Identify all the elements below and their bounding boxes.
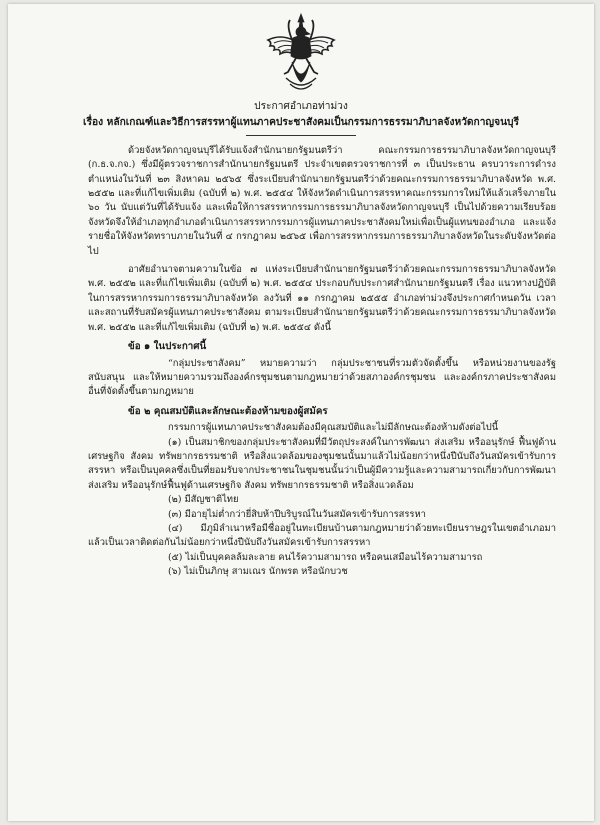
qualification-item: (๒) มีสัญชาติไทย [168,494,239,506]
clause-1-heading: ข้อ ๑ ในประกาศนี้ [128,341,207,353]
announcement-subject: เรื่อง หลักเกณฑ์และวิธีการสรรหาผู้แทนภาคประชาสังคมเป็นกรรมการธรรมาภิบาลจังหวัดกาญจนบุรี [83,116,519,129]
clause-2-intro: กรรมการผู้แทนภาคประชาสังคมต้องมีคุณสมบัติและไม่มีลักษณะต้องห้ามดังต่อไปนี้ [168,422,499,434]
qualification-item: (๔) มีภูมิลำเนาหรือมีชื่ออยู่ในทะเบียนบ้านตามกฎหมายว่าด้วยทะเบียนราษฎรในเขตอำเภอมาแล้วเป็นเวลาติดต่อกันไม่น้อยกว่าหนึ่งปีนับถึงวันสมัครเข้ารับการสรรหา [88,522,556,549]
document-page [8,4,594,821]
clause-1-definition: “กลุ่มประชาสังคม” หมายความว่า กลุ่มประชาชนที่รวมตัวจัดตั้งขึ้น หรือหน่วยงานของรัฐสนับสนุน และให้หมายความรวมถึงองค์กรชุมชนตามกฎหมายว่าด้วยสภาองค์กรชุมชน และองค์กรภาคประชาสังคมอื่นที่จัดตั้งขึ้นตามกฎหมาย [88,357,556,398]
qualification-item: (๓) มีอายุไม่ต่ำกว่ายี่สิบห้าปีบริบูรณ์ในวันสมัครเข้ารับการสรรหา [168,508,426,520]
qualification-item: (๕) ไม่เป็นบุคคลล้มละลาย คนไร้ความสามารถ หรือคนเสมือนไร้ความสามารถ [168,551,483,563]
document-body [8,100,594,580]
clause-2-heading: ข้อ ๒ คุณสมบัติและลักษณะต้องห้ามของผู้สมัคร [128,405,328,417]
qualification-item: (๖) ไม่เป็นภิกษุ สามเณร นักพรต หรือนักบวช [168,566,348,578]
paragraph-background: ด้วยจังหวัดกาญจนบุรีได้รับแจ้งสำนักนายกรัฐมนตรีว่า คณะกรรมการธรรมาภิบาลจังหวัดกาญจนบุรี (ก.ธ.จ.กจ.) ซึ่งมีผู้ตรวจราชการสำนักนายกรัฐมนตรี ประจำเขตตรวจราชการที่ ๓ เป็นประธาน ครบวาระการดำรงตำแหน่งในวันที่ ๒๓ สิงหาคม ๒๕๖๕ ซึ่งระเบียบสำนักนายกรัฐมนตรีว่าด้วยคณะกรรมการธรรมาภิบาลจังหวัด พ.ศ. ๒๕๕๒ และที่แก้ไขเพิ่มเติม (ฉบับที่ ๒) พ.ศ. ๒๕๕๔ ให้จังหวัดดำเนินการสรรหาคณะกรรมการใหม่ให้แล้วเสร็จภายใน ๖๐ วัน นับแต่วันที่ได้รับแจ้ง และเพื่อให้การสรรหากรรมการธรรมาภิบาลจังหวัดกาญจนบุรี เป็นไปด้วยความเรียบร้อย จังหวัดจึงให้อำเภอทุกอำเภอดำเนินการสรรหากรรมการผู้แทนภาคประชาสังคมใหม่เพื่อเป็นผู้แทนของอำเภอ และแจ้งรายชื่อให้จังหวัดทราบภายในวันที่ ๔ กรกฎาคม ๒๕๖๕ เพื่อการสรรหากรรมการธรรมาภิบาลจังหวัดในระดับจังหวัดต่อไป [88,144,556,257]
qualification-item: (๑) เป็นสมาชิกของกลุ่มประชาสังคมที่มีวัตถุประสงค์ในการพัฒนา ส่งเสริม หรืออนุรักษ์ ฟื้นฟูด้านเศรษฐกิจ สังคม ทรัพยากรธรรมชาติ หรือสิ่งแวดล้อมของชุมชนนั้นมาแล้วไม่น้อยกว่าหนึ่งปีนับถึงวันสมัครเข้ารับการสรรหา หรือเป็นบุคคลซึ่งเป็นที่ยอมรับจากประชาชนในชุมชนนั้นว่าเป็นผู้มีความรู้และความสามารถเกี่ยวกับการพัฒนา ส่งเสริม หรืออนุรักษ์ฟื้นฟูด้านเศรษฐกิจ สังคม ทรัพยากรธรรมชาติ หรือสิ่งแวดล้อม [88,436,556,491]
garuda-emblem-icon [262,12,340,94]
paragraph-authority: อาศัยอำนาจตามความในข้อ ๗ แห่งระเบียบสำนักนายกรัฐมนตรีว่าด้วยคณะกรรมการธรรมาภิบาลจังหวัด พ.ศ. ๒๕๕๒ และที่แก้ไขเพิ่มเติม (ฉบับที่ ๒) พ.ศ. ๒๕๕๔ ประกอบกับประกาศสำนักนายกรัฐมนตรี เรื่อง แนวทางปฏิบัติในการสรรหากรรมการธรรมาภิบาลจังหวัด ลงวันที่ ๑๑ กรกฎาคม ๒๕๕๕ อำเภอท่าม่วงจึงประกาศกำหนดวัน เวลา และสถานที่รับสมัครผู้แทนภาคประชาสังคม ตามระเบียบสำนักนายกรัฐมนตรีว่าด้วยคณะกรรมการธรรมาภิบาลจังหวัด พ.ศ. ๒๕๕๒ และที่แก้ไขเพิ่มเติม (ฉบับที่ ๒) พ.ศ. ๒๕๕๔ ดังนี้ [88,264,556,333]
title-divider [246,135,356,136]
announcement-issuer: ประกาศอำเภอท่าม่วง [254,101,348,112]
